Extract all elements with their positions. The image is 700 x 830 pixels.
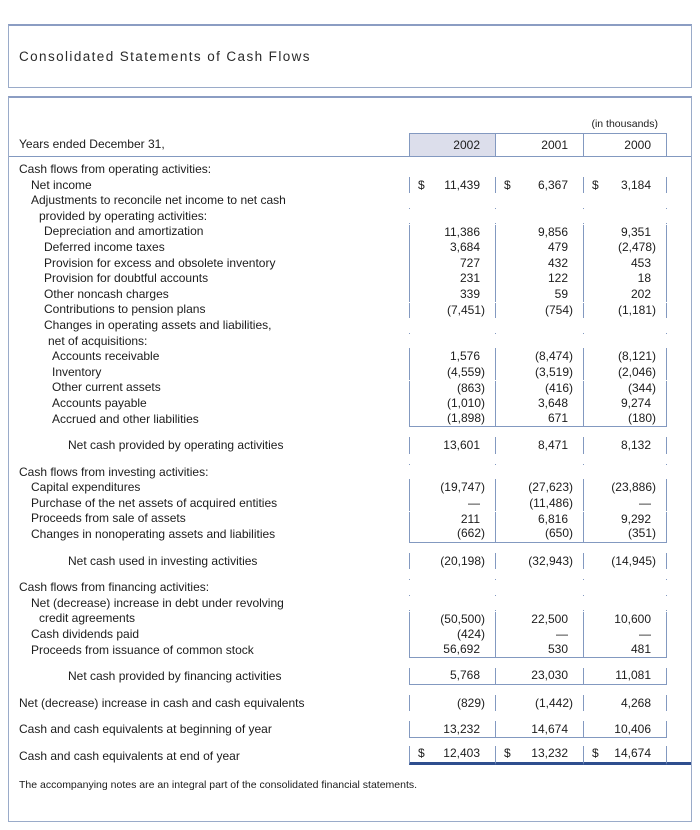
row-label: Purchase of the net assets of acquired entities xyxy=(31,495,278,510)
value-2001 xyxy=(496,303,584,318)
table-row xyxy=(9,287,691,303)
value-2002 xyxy=(409,240,496,255)
amount: (1,442) xyxy=(534,696,573,710)
value-2002 xyxy=(409,642,496,658)
amount: 13,232 xyxy=(531,746,568,761)
row-filler xyxy=(667,762,691,765)
amount: (662) xyxy=(456,526,485,541)
table-row xyxy=(9,611,691,627)
value-2002 xyxy=(409,178,496,193)
amount: 3,184 xyxy=(620,177,651,192)
table-row xyxy=(9,569,691,580)
amount: 1,576 xyxy=(449,349,480,364)
row-label: Cash flows from operating activities: xyxy=(19,162,212,176)
amount: 6,367 xyxy=(537,177,568,192)
table-row xyxy=(9,162,691,178)
value-2001 xyxy=(496,256,584,271)
amount: 12,403 xyxy=(443,746,480,761)
row-label: Proceeds from sale of assets xyxy=(31,511,186,526)
value-2001 xyxy=(496,287,584,302)
amount: 10,600 xyxy=(614,611,651,626)
value-2002 xyxy=(409,464,496,465)
value-2001 xyxy=(496,208,584,209)
value-2001 xyxy=(496,178,584,193)
row-label: Net cash provided by financing activities xyxy=(68,669,282,684)
amount: 5,768 xyxy=(449,668,480,683)
table-row xyxy=(9,365,691,381)
value-2002 xyxy=(409,411,496,427)
amount: 211 xyxy=(460,511,480,526)
amount: 122 xyxy=(547,271,568,286)
value-2000 xyxy=(584,526,667,542)
value-2000 xyxy=(584,579,667,580)
row-label: credit agreements xyxy=(39,611,136,626)
statement-rows xyxy=(9,162,691,765)
row-label: Accrued and other liabilities xyxy=(52,411,199,426)
row-label: Accounts receivable xyxy=(52,349,160,364)
row-label: Other noncash charges xyxy=(44,286,169,301)
value-2000 xyxy=(584,642,667,658)
table-row xyxy=(9,240,691,256)
value-2002 xyxy=(409,722,496,738)
amount: — xyxy=(639,496,651,511)
amount: 6,816 xyxy=(537,511,568,526)
table-row xyxy=(9,580,691,596)
value-2000 xyxy=(584,480,667,495)
table-header-row xyxy=(9,133,691,157)
table-row xyxy=(9,318,691,334)
dollar-sign: $ xyxy=(592,177,599,192)
amount: 9,292 xyxy=(620,511,651,526)
row-label: Depreciation and amortization xyxy=(44,224,204,239)
amount: 8,132 xyxy=(620,438,651,453)
amount: (351) xyxy=(627,526,656,541)
amount: 9,351 xyxy=(620,224,651,239)
row-label: Net cash used in investing activities xyxy=(68,553,258,568)
value-2002 xyxy=(409,554,496,569)
year-column-2000: 2000 xyxy=(584,133,667,156)
amount: 11,081 xyxy=(615,668,651,683)
table-row xyxy=(9,178,691,194)
value-2001 xyxy=(496,496,584,511)
value-2002 xyxy=(409,333,496,334)
amount: (8,121) xyxy=(617,349,656,364)
amount: (1,898) xyxy=(446,410,485,425)
value-2000 xyxy=(584,438,667,453)
row-label: Cash and cash equivalents at beginning of year xyxy=(19,722,272,737)
row-label: Deferred income taxes xyxy=(44,239,165,254)
row-label: Cash and cash equivalents at end of year xyxy=(19,749,240,763)
amount: (8,474) xyxy=(534,349,573,364)
amount: 727 xyxy=(459,255,480,270)
value-2001 xyxy=(496,240,584,255)
amount: (344) xyxy=(627,380,656,395)
table-row xyxy=(9,302,691,318)
value-2000 xyxy=(584,464,667,465)
table-row xyxy=(9,454,691,465)
amount: (11,486) xyxy=(529,496,573,511)
amount: 18 xyxy=(637,271,651,286)
value-2001 xyxy=(496,722,584,738)
row-label: Accounts payable xyxy=(52,395,147,410)
row-label: Provision for doubtful accounts xyxy=(44,271,209,286)
amount: 479 xyxy=(547,240,568,255)
amount: — xyxy=(468,496,480,511)
amount: 14,674 xyxy=(531,721,568,736)
value-2000 xyxy=(584,225,667,240)
table-row xyxy=(9,554,691,570)
table-row xyxy=(9,209,691,225)
amount: (27,623) xyxy=(528,480,573,495)
value-2002 xyxy=(409,526,496,542)
value-2001 xyxy=(496,438,584,453)
value-2001 xyxy=(496,554,584,569)
value-2002 xyxy=(409,365,496,380)
value-2002 xyxy=(409,612,496,627)
amount: 56,692 xyxy=(443,641,480,656)
row-label: Provision for excess and obsolete inventory xyxy=(44,255,276,270)
value-2000 xyxy=(584,381,667,396)
value-2001 xyxy=(496,349,584,364)
amount: 9,274 xyxy=(620,396,651,411)
amount: 23,030 xyxy=(531,668,568,683)
value-2002 xyxy=(409,512,496,527)
row-label: Cash dividends paid xyxy=(31,627,140,642)
value-2000 xyxy=(584,365,667,380)
row-label: Proceeds from issuance of common stock xyxy=(31,642,254,657)
amount: 4,268 xyxy=(620,696,651,710)
amount: (829) xyxy=(456,696,485,710)
value-2000 xyxy=(584,668,667,684)
statement-title-box xyxy=(8,24,692,88)
row-label: Other current assets xyxy=(52,380,161,395)
value-2002 xyxy=(409,746,496,764)
value-2000 xyxy=(584,271,667,286)
dollar-sign: $ xyxy=(418,177,425,192)
amount: 11,386 xyxy=(444,224,480,239)
table-row xyxy=(9,412,691,428)
year-column-2001: 2001 xyxy=(496,133,584,156)
value-2002 xyxy=(409,381,496,396)
value-2001 xyxy=(496,526,584,542)
amount: (1,010) xyxy=(446,396,485,411)
value-2002 xyxy=(409,627,496,642)
value-2002 xyxy=(409,396,496,411)
years-ended-label: Years ended December 31, xyxy=(19,136,165,151)
value-2000 xyxy=(584,349,667,364)
value-2002 xyxy=(409,579,496,580)
value-2002 xyxy=(409,287,496,302)
year-column-2002: 2002 xyxy=(409,133,496,156)
value-2001 xyxy=(496,579,584,580)
amount: 231 xyxy=(459,271,480,286)
value-2000 xyxy=(584,496,667,511)
amount: 13,232 xyxy=(443,721,480,736)
table-row xyxy=(9,193,691,209)
value-2002 xyxy=(409,480,496,495)
amount: (20,198) xyxy=(440,553,485,568)
table-row xyxy=(9,685,691,696)
value-2001 xyxy=(496,396,584,411)
row-label: Capital expenditures xyxy=(31,480,141,495)
table-row xyxy=(9,746,691,765)
value-2002 xyxy=(409,438,496,453)
value-2002 xyxy=(409,225,496,240)
amount: (4,559) xyxy=(446,364,485,379)
amount: (7,451) xyxy=(446,302,485,317)
table-row xyxy=(9,465,691,481)
amount: 671 xyxy=(547,410,568,425)
value-2000 xyxy=(584,595,667,596)
row-label: provided by operating activities: xyxy=(39,208,208,223)
amount: 9,856 xyxy=(537,224,568,239)
table-row xyxy=(9,334,691,350)
amount: (424) xyxy=(456,627,485,642)
amount: (2,478) xyxy=(617,240,656,255)
table-row xyxy=(9,722,691,738)
value-2001 xyxy=(496,333,584,334)
value-2000 xyxy=(584,208,667,209)
amount: (180) xyxy=(627,410,656,425)
amount: 14,674 xyxy=(614,746,651,761)
table-row xyxy=(9,224,691,240)
header-filler xyxy=(667,133,691,156)
amount: (416) xyxy=(544,380,573,395)
amount: (50,500) xyxy=(440,611,485,626)
dollar-sign: $ xyxy=(418,746,425,761)
value-2001 xyxy=(496,225,584,240)
amount: 11,439 xyxy=(444,177,480,192)
dollar-sign: $ xyxy=(592,746,599,761)
value-2000 xyxy=(584,396,667,411)
amount: 13,601 xyxy=(443,438,480,453)
page-title: Consolidated Statements of Cash Flows xyxy=(19,49,311,64)
value-2002 xyxy=(409,208,496,209)
value-2000 xyxy=(584,303,667,318)
amount: — xyxy=(556,627,568,642)
table-row xyxy=(9,669,691,685)
value-2000 xyxy=(584,411,667,427)
value-2001 xyxy=(496,381,584,396)
row-label: Inventory xyxy=(52,364,102,379)
amount: — xyxy=(639,627,651,642)
table-row xyxy=(9,271,691,287)
value-2001 xyxy=(496,668,584,684)
amount: 59 xyxy=(554,286,568,301)
table-row xyxy=(9,596,691,612)
value-2000 xyxy=(584,627,667,642)
amount: (14,945) xyxy=(611,553,656,568)
footnote: The accompanying notes are an integral part of the consolidated financial statements. xyxy=(19,778,418,791)
amount: 481 xyxy=(630,641,651,656)
value-2000 xyxy=(584,287,667,302)
amount: (650) xyxy=(544,526,573,541)
row-label: Net income xyxy=(31,177,92,192)
amount: (863) xyxy=(456,380,485,395)
value-2001 xyxy=(496,411,584,427)
units-note: (in thousands) xyxy=(591,118,658,130)
value-2000 xyxy=(584,178,667,193)
table-row xyxy=(9,696,691,712)
table-row xyxy=(9,349,691,365)
amount: 530 xyxy=(547,641,568,656)
row-label: Cash flows from investing activities: xyxy=(19,464,209,479)
table-row xyxy=(9,380,691,396)
value-2002 xyxy=(409,256,496,271)
value-2000 xyxy=(584,256,667,271)
value-2000 xyxy=(584,612,667,627)
value-2001 xyxy=(496,612,584,627)
row-label: Contributions to pension plans xyxy=(44,302,206,317)
table-row xyxy=(9,511,691,527)
value-2001 xyxy=(496,464,584,465)
row-label: Changes in operating assets and liabilities, xyxy=(44,317,272,332)
value-2000 xyxy=(584,746,667,764)
table-row xyxy=(9,496,691,512)
value-2002 xyxy=(409,595,496,596)
value-2001 xyxy=(496,627,584,642)
value-2001 xyxy=(496,642,584,658)
value-2000 xyxy=(584,696,667,711)
value-2002 xyxy=(409,496,496,511)
table-row xyxy=(9,643,691,659)
amount: (2,046) xyxy=(617,364,656,379)
table-row xyxy=(9,543,691,554)
amount: (23,886) xyxy=(611,480,656,495)
value-2001 xyxy=(496,365,584,380)
table-row xyxy=(9,627,691,643)
value-2001 xyxy=(496,271,584,286)
value-2001 xyxy=(496,480,584,495)
value-2000 xyxy=(584,512,667,527)
statement-table-box xyxy=(8,96,692,822)
amount: 8,471 xyxy=(537,438,568,453)
amount: 3,648 xyxy=(537,396,568,411)
value-2001 xyxy=(496,746,584,764)
value-2002 xyxy=(409,696,496,711)
row-label: net of acquisitions: xyxy=(48,333,148,348)
row-label: Cash flows from financing activities: xyxy=(19,580,210,595)
table-row xyxy=(9,527,691,543)
value-2002 xyxy=(409,303,496,318)
amount: 3,684 xyxy=(449,240,480,255)
amount: 453 xyxy=(630,255,651,270)
value-2001 xyxy=(496,512,584,527)
table-row xyxy=(9,438,691,454)
row-label: Net cash provided by operating activities xyxy=(68,438,284,453)
amount: 339 xyxy=(459,286,480,301)
value-2002 xyxy=(409,668,496,684)
amount: 10,406 xyxy=(614,721,651,736)
value-2000 xyxy=(584,240,667,255)
amount: 202 xyxy=(630,286,651,301)
table-row xyxy=(9,427,691,438)
value-2000 xyxy=(584,333,667,334)
table-row xyxy=(9,256,691,272)
amount: 432 xyxy=(547,255,568,270)
value-2000 xyxy=(584,722,667,738)
value-2002 xyxy=(409,271,496,286)
value-2001 xyxy=(496,595,584,596)
amount: 22,500 xyxy=(531,611,568,626)
amount: (1,181) xyxy=(617,302,656,317)
table-row xyxy=(9,480,691,496)
amount: (754) xyxy=(544,302,573,317)
dollar-sign: $ xyxy=(504,177,511,192)
amount: (19,747) xyxy=(440,480,485,495)
dollar-sign: $ xyxy=(504,746,511,761)
row-label: Adjustments to reconcile net income to net cash xyxy=(31,193,286,208)
row-label: Changes in nonoperating assets and liabilities xyxy=(31,527,276,542)
value-2000 xyxy=(584,554,667,569)
value-2001 xyxy=(496,696,584,711)
row-label: Net (decrease) increase in cash and cash equivalents xyxy=(19,695,305,710)
value-2002 xyxy=(409,349,496,364)
table-row xyxy=(9,396,691,412)
amount: (32,943) xyxy=(528,553,573,568)
row-label: Net (decrease) increase in debt under revolving xyxy=(31,595,284,610)
amount: (3,519) xyxy=(534,364,573,379)
